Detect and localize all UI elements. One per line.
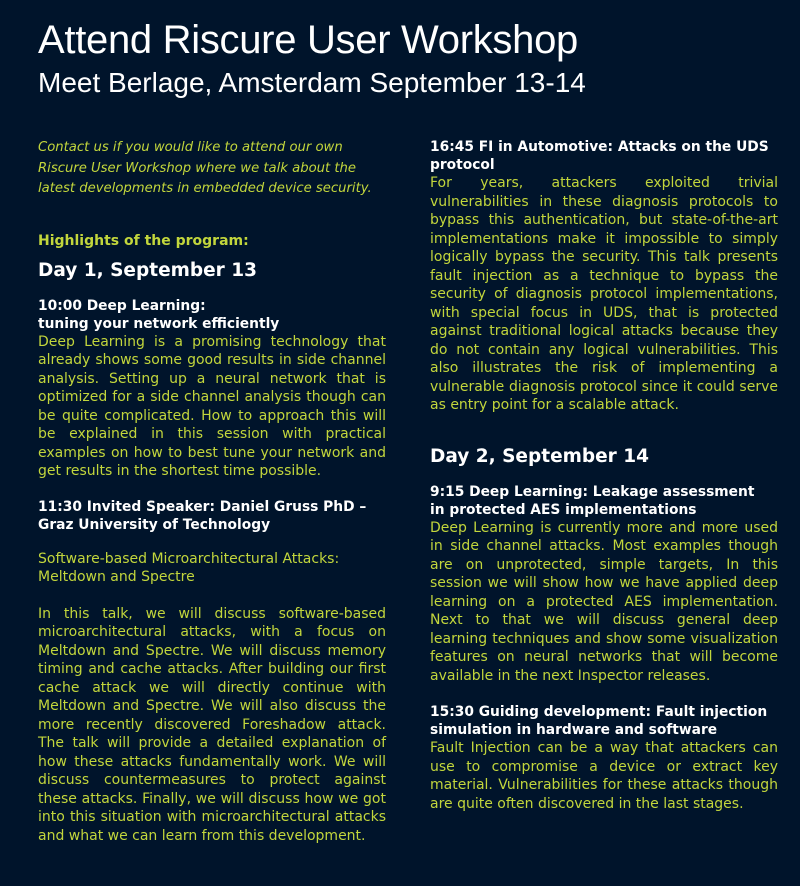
session-invited-speaker <box>38 498 386 846</box>
session-body: Deep Learning is a promising technology that already shows some good results in side channel analysis. Setting up a neural network that is optimized for a side channel analysis though can be quite complicated. How to approach this will be explained in this session with practical examples on how to best tune your network and get results in the shortest time possible. <box>38 333 386 479</box>
session-body: For years, attackers exploited trivial vulnerabilities in these diagnosis protocols to bypass this authentication, but state-of-the-art implementations make it impossible to simply logically bypass the security. This talk presents fault injection as a technique to bypass the security of diagnosis protocol implementations, with special focus in UDS, that is protected against traditional logical attacks because they do not contain any logical vulnerabilities. This also illustrates the risk of implementing a vulnerable diagnosis protocol since it could serve as entry point for a scalable attack. <box>430 175 778 413</box>
session-body: In this talk, we will discuss software-based microarchitectural attacks, with a focus on Meltdown and Spectre. We will discuss memory timing and cache attacks. After building our first cache attack we will directly continue with Meltdown and Spectre. We will also discuss the more recently discovered Foreshadow attack. The talk will provide a detailed explanation of how these attacks fundamentally work. We will discuss countermeasures to protect against these attacks. Finally, we will discuss how we got into this situation with microarchitectural attacks and what we can learn from this development. <box>38 605 386 844</box>
session-body: Fault Injection can be a way that attackers can use to compromise a device or extract key material. Vulnerabilities for these attacks though are quite often discovered in the last stages. <box>430 740 778 812</box>
highlights-label: Highlights of the program: <box>38 232 249 249</box>
session-title <box>430 483 778 519</box>
session-title-line1: 9:15 Deep Learning: Leakage assessment <box>430 483 755 500</box>
session-guiding-development <box>430 703 778 813</box>
session-deep-learning-tuning <box>38 297 386 481</box>
session-title: 15:30 Guiding development: Fault injection simulation in hardware and software <box>430 704 768 738</box>
talk-title: Software-based Microarchitectural Attacks: Meltdown and Spectre <box>38 550 340 585</box>
session-title: 11:30 Invited Speaker: Daniel Gruss PhD – Graz University of Technology <box>38 498 367 533</box>
right-column <box>430 138 778 813</box>
session-fi-automotive <box>430 138 778 415</box>
session-title-line1: 10:00 Deep Learning: <box>38 297 206 314</box>
day-1-heading: Day 1, September 13 <box>38 259 257 281</box>
left-column <box>38 138 386 845</box>
session-title-line2: in protected AES implementations <box>430 501 697 518</box>
session-body: Deep Learning is currently more and more used in side channel attacks. Most examples though are on unprotected, simple targets, In this session we will show how we have applied deep learning on a protected AES implementation. Next to that we will discuss general deep learning techniques and show some visualization features on neural networks that will become available in the next Inspector releases. <box>430 519 778 684</box>
session-deep-learning-aes <box>430 483 778 686</box>
session-title: 16:45 FI in Automotive: Attacks on the UDS protocol <box>430 139 769 173</box>
page-title: Attend Riscure User Workshop <box>38 18 578 62</box>
session-title-line2: tuning your network efficiently <box>38 315 280 332</box>
intro-text: Contact us if you would like to attend our own Riscure User Workshop where we talk about the latest developments in embedded device security. <box>38 140 372 196</box>
page-subtitle: Meet Berlage, Amsterdam September 13-14 <box>38 67 586 98</box>
session-title <box>38 297 386 333</box>
day-2-heading: Day 2, September 14 <box>430 445 649 467</box>
